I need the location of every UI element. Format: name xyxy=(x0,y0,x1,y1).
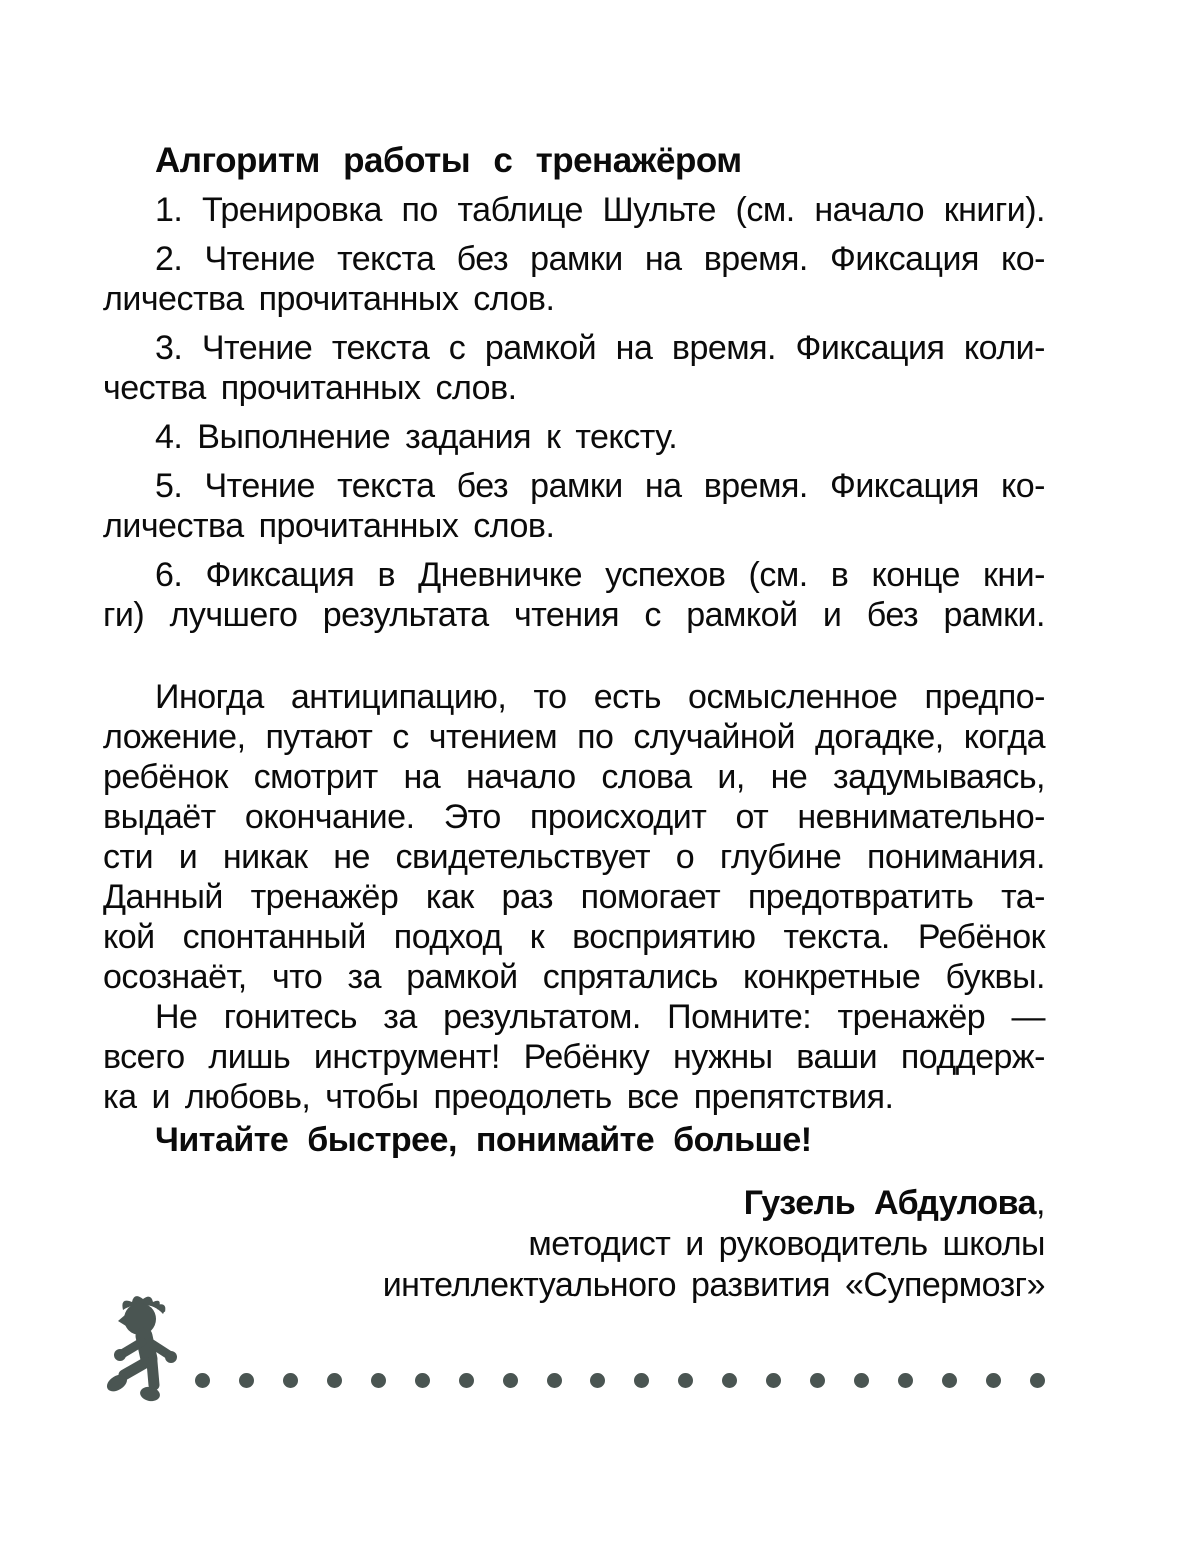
trail-dot xyxy=(722,1373,737,1388)
trail-dot xyxy=(590,1373,605,1388)
trail-dot xyxy=(898,1373,913,1388)
text-line: личества прочитанных слов. xyxy=(103,507,555,545)
trail-dot xyxy=(327,1373,342,1388)
paragraph-anticipation xyxy=(103,677,1045,997)
signature-role-line-2: интеллектуального развития «Супермозг» xyxy=(382,1266,1045,1304)
text-line: Данный тренажёр как раз помогает предотвратить та- xyxy=(103,878,1045,916)
trail-dot xyxy=(766,1373,781,1388)
text-line: осознаёт, что за рамкой спрятались конкретные буквы. xyxy=(103,958,1045,996)
trail-dot xyxy=(854,1373,869,1388)
trail-dot xyxy=(239,1373,254,1388)
slogan-line: Читайте быстрее, понимайте больше! xyxy=(155,1121,812,1159)
numbered-item-3 xyxy=(103,328,1045,408)
trail-dot xyxy=(547,1373,562,1388)
trail-dot xyxy=(986,1373,1001,1388)
numbered-item-1 xyxy=(103,190,1045,230)
trail-dot xyxy=(195,1373,210,1388)
text-line: 6. Фиксация в Дневничке успехов (см. в конце кни- xyxy=(155,556,1045,594)
text-line: 1. Тренировка по таблице Шульте (см. начало книги). xyxy=(155,191,1045,229)
author-name: Гузель Абдулова xyxy=(743,1184,1037,1222)
text-line: всего лишь инструмент! Ребёнку нужны ваши поддерж- xyxy=(103,1038,1045,1076)
text-line: ребёнок смотрит на начало слова и, не задумываясь, xyxy=(103,758,1045,796)
trail-dot xyxy=(371,1373,386,1388)
trail-dot xyxy=(415,1373,430,1388)
numbered-item-5 xyxy=(103,466,1045,546)
text-line: сти и никак не свидетельствует о глубине понимания. xyxy=(103,838,1045,876)
trail-dot xyxy=(283,1373,298,1388)
text-line: 5. Чтение текста без рамки на время. Фиксация ко- xyxy=(155,467,1045,505)
dot-trail xyxy=(195,1372,1045,1388)
numbered-item-6 xyxy=(103,555,1045,635)
text-line: Иногда антиципацию, то есть осмысленное предпо- xyxy=(155,678,1045,716)
page-text-column xyxy=(103,140,1045,1306)
text-line: чества прочитанных слов. xyxy=(103,369,517,407)
text-line: ги) лучшего результата чтения с рамкой и без рамки. xyxy=(103,596,1045,634)
text-line: личества прочитанных слов. xyxy=(103,280,555,318)
text-line: кой спонтанный подход к восприятию текста. Ребёнок xyxy=(103,918,1045,956)
text-line: Не гонитесь за результатом. Помните: тренажёр — xyxy=(155,998,1045,1036)
text-line: 2. Чтение текста без рамки на время. Фиксация ко- xyxy=(155,240,1045,278)
trail-dot xyxy=(503,1373,518,1388)
signature-role-line-1: методист и руководитель школы xyxy=(528,1225,1045,1263)
text-line: ка и любовь, чтобы преодолеть все препятствия. xyxy=(103,1078,894,1116)
signature-author-line xyxy=(103,1183,1045,1224)
trail-dot xyxy=(459,1373,474,1388)
trail-dot xyxy=(678,1373,693,1388)
paragraph-advice xyxy=(103,997,1045,1117)
trail-dot xyxy=(634,1373,649,1388)
numbered-item-2 xyxy=(103,239,1045,319)
author-name-comma: , xyxy=(1036,1184,1045,1222)
text-line: 4. Выполнение задания к тексту. xyxy=(155,418,678,456)
trail-dot xyxy=(942,1373,957,1388)
text-line: ложение, путают с чтением по случайной догадке, когда xyxy=(103,718,1045,756)
text-line: выдаёт окончание. Это происходит от невнимательно- xyxy=(103,798,1045,836)
running-child-icon xyxy=(99,1292,185,1406)
trail-dot xyxy=(810,1373,825,1388)
trail-dot xyxy=(1030,1373,1045,1388)
signature-block xyxy=(103,1183,1045,1306)
numbered-item-4 xyxy=(103,417,1045,457)
section-heading: Алгоритм работы с тренажёром xyxy=(155,141,742,180)
text-line: 3. Чтение текста с рамкой на время. Фиксация коли- xyxy=(155,329,1045,367)
